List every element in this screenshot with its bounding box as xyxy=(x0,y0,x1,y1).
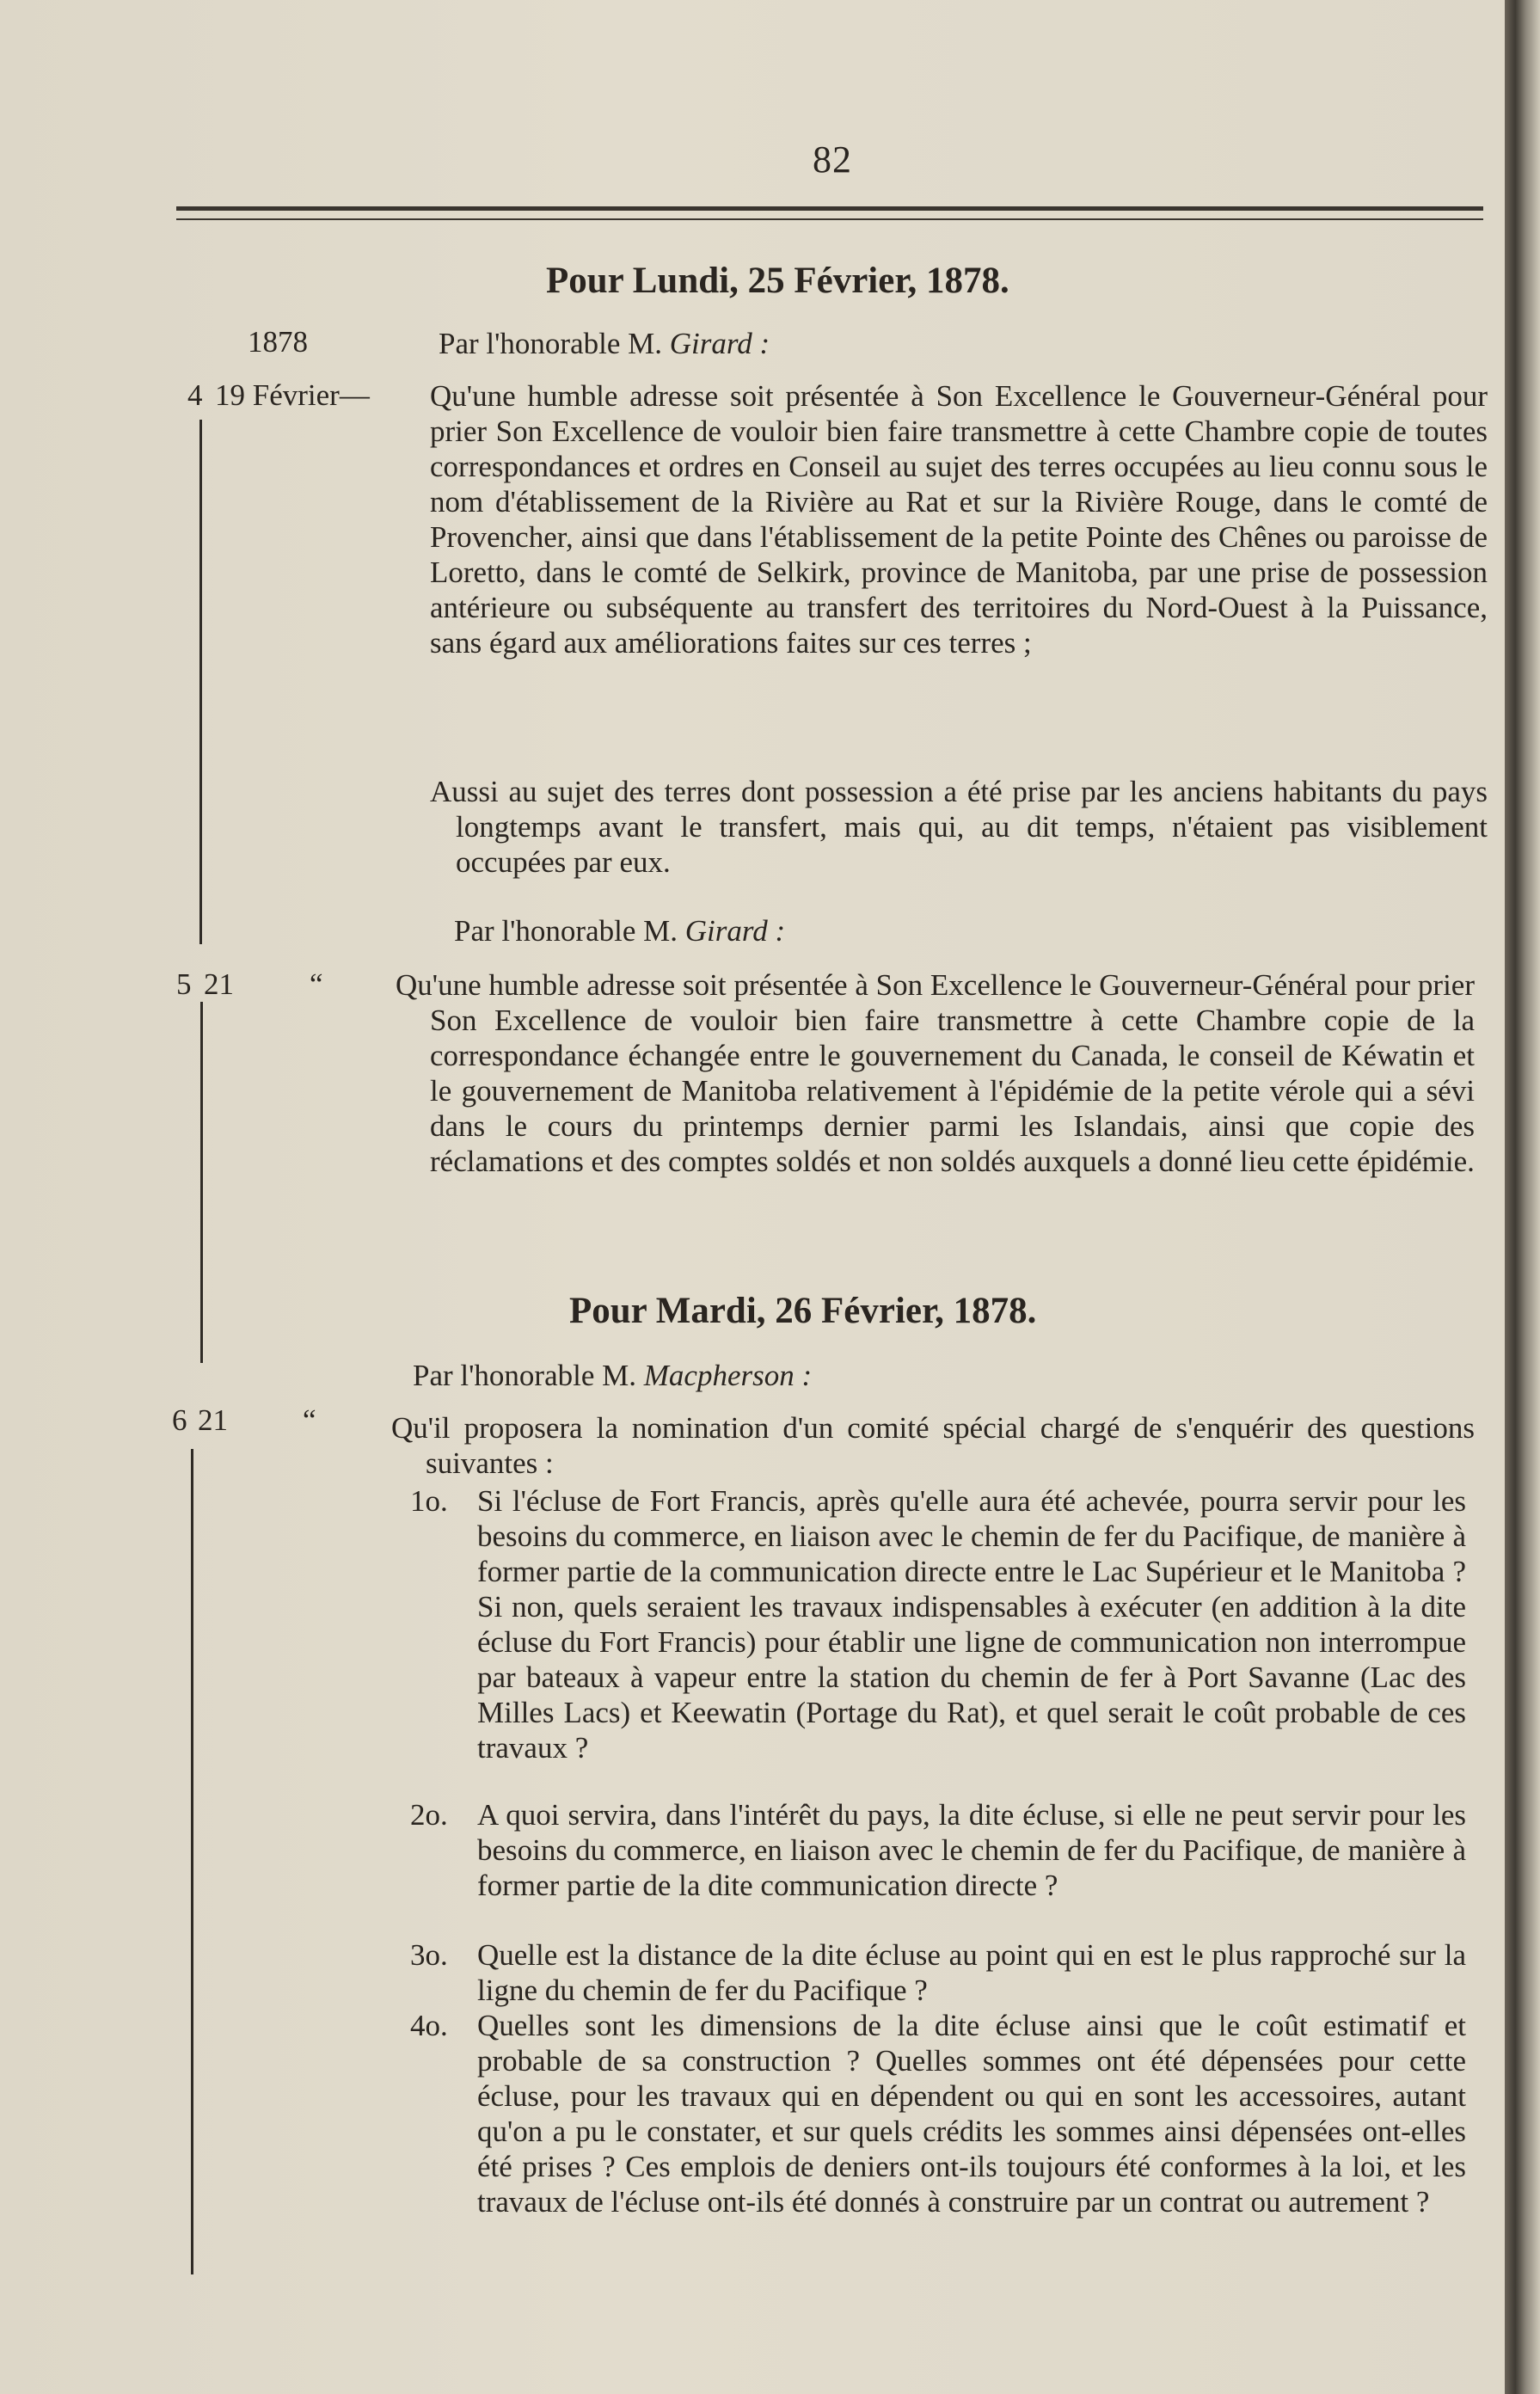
section-heading-mardi: Pour Mardi, 26 Février, 1878. xyxy=(569,1291,1037,1331)
margin-bar-motion-4 xyxy=(199,420,202,944)
question-item-2 xyxy=(410,1797,1466,1903)
mover-line-3 xyxy=(413,1359,812,1393)
motion-number-4: 4 xyxy=(187,378,203,412)
motion-date-4: 19 Février— xyxy=(215,378,370,412)
motion-6-intro-block xyxy=(391,1410,1475,1481)
motion-number-6: 6 xyxy=(172,1403,187,1437)
question-text-2: A quoi servira, dans l'intérêt du pays, la dite écluse, si elle ne peut servir pour les besoins du commerce, en liaison avec le chemin de fer du Pacifique, de manière à former partie de la dite communication directe ? xyxy=(477,1798,1466,1902)
question-text-1: Si l'écluse de Fort Francis, après qu'elle aura été achevée, pourra servir pour les besoins du commerce, en liaison avec le chemin de fer du Pacifique, de manière à former partie de la communication directe entre le Lac Supérieur et le Manitoba ? Si non, quels seraient les travaux indispensables à exécuter (en addition à la dite écluse du Fort Francis) pour établir une ligne de communication non interrompue par bateaux à vapeur entre la station du chemin de fer à Port Savanne (Lac des Milles Lacs) et Keewatin (Portage du Rat), et quel serait le coût probable de ces travaux ? xyxy=(477,1484,1466,1765)
question-text-4: Quelles sont les dimensions de la dite écluse ainsi que le coût estimatif et probable de sa construction ? Quelles sommes ont été dépensées pour cette écluse, pour les travaux qui en dépendent ou qui en sont les accessoires, autant qu'on a pu le constater, et sur quels crédits les sommes ainsi dépensées ont-elles été prises ? Ces emplois de deniers ont-ils toujours été conformes à la loi, et les travaux de l'écluse ont-ils été donnés à construire par un contrat ou autrement ? xyxy=(477,2009,1466,2219)
motion-5-paragraph-1: Qu'une humble adresse soit présentée à Son Excellence le Gouverneur-Général pour prier Son Excellence de vouloir bien faire transmettre à cette Chambre copie de la correspondance échangée entre le gouvernement du Canada, le conseil de Kéwatin et le gouvernement de Manitoba relativement à l'épidémie de la petite vérole qui a sévi dans le cours du printemps dernier parmi les Islandais, ainsi que copie des réclamations et des comptes soldés et non soldés auxquels a donné lieu cette épidémie. xyxy=(396,968,1475,1178)
header-rule-thin xyxy=(176,218,1483,220)
header-rule-thick xyxy=(176,206,1483,211)
section-heading-lundi: Pour Lundi, 25 Février, 1878. xyxy=(546,261,1009,301)
motion-date-6: 21 xyxy=(198,1403,228,1437)
question-label-2: 2o. xyxy=(410,1798,448,1832)
motion-date-5: 21 xyxy=(204,967,234,1001)
book-spine-shadow xyxy=(1505,0,1540,2394)
page-number: 82 xyxy=(813,138,852,181)
question-text-3: Quelle est la distance de la dite écluse au point qui en est le plus rapproché sur la ligne du chemin de fer du Pacifique ? xyxy=(477,1938,1466,2007)
mover-name: Macpherson : xyxy=(643,1359,813,1392)
motion-5-paragraph-block xyxy=(396,967,1475,1179)
motion-4-paragraph-2-block xyxy=(430,774,1488,880)
mover-name: Girard : xyxy=(684,914,786,948)
question-label-4: 4o. xyxy=(410,2009,448,2042)
margin-bar-motion-5 xyxy=(200,1002,203,1363)
mover-prefix: Par l'honorable M. xyxy=(413,1359,637,1392)
motion-4-paragraph-2: Aussi au sujet des terres dont possession a été prise par les anciens habitants du pays longtemps avant le transfert, mais qui, au dit temps, n'étaient pas visiblement occupées par eux. xyxy=(430,775,1488,879)
margin-bar-motion-6 xyxy=(191,1449,193,2274)
mover-line-2 xyxy=(454,914,785,948)
ditto-mark-6: “ xyxy=(303,1403,316,1437)
motion-number-5: 5 xyxy=(176,967,192,1001)
mover-name: Girard : xyxy=(669,327,770,360)
question-label-3: 3o. xyxy=(410,1938,448,1972)
ditto-mark-5: “ xyxy=(310,967,323,1001)
mover-line-1 xyxy=(439,327,770,361)
motion-4-first-line-block xyxy=(430,378,1488,660)
mover-prefix: Par l'honorable M. xyxy=(439,327,663,360)
motion-6-intro: Qu'il proposera la nomination d'un comité spécial chargé de s'enquérir des questions suivantes : xyxy=(391,1411,1475,1480)
motion-4-paragraph-1: Qu'une humble adresse soit présentée à Son Excellence le Gouverneur-Général pour prier Son Excellence de vouloir bien faire transmettre à cette Chambre copie de toutes correspondances et ordres en Conseil au sujet des terres occupées au lieu connu sous le nom d'établissement de la Rivière au Rat et sur la Rivière Rouge, dans le comté de Provencher, ainsi que dans l'établissement de la petite Pointe des Chênes ou paroisse de Loretto, dans le comté de Selkirk, province de Manitoba, par une prise de possession antérieure ou subséquente au transfert des territoires du Nord-Ouest à la Puissance, sans égard aux améliorations faites sur ces terres ; xyxy=(430,379,1488,660)
question-item-1 xyxy=(410,1483,1466,1765)
question-item-4 xyxy=(410,2008,1466,2219)
question-item-3 xyxy=(410,1937,1466,2008)
year-label: 1878 xyxy=(248,325,308,359)
mover-prefix: Par l'honorable M. xyxy=(454,914,678,948)
question-label-1: 1o. xyxy=(410,1484,448,1518)
